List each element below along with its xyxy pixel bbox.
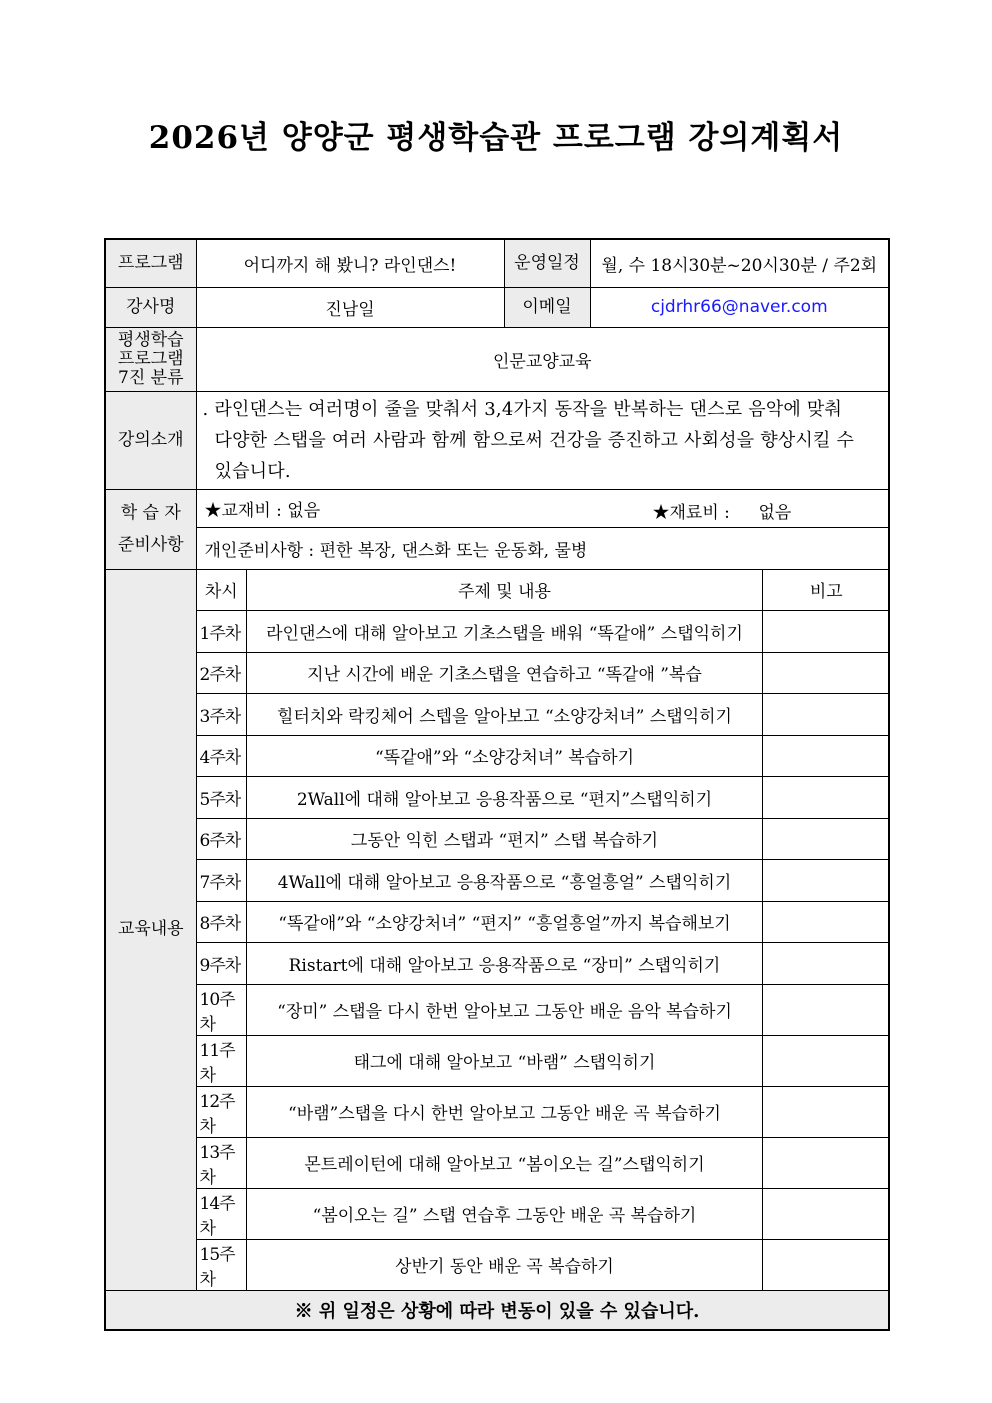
- instructor-label: 강사명: [105, 287, 196, 327]
- email-link[interactable]: cjdrhr66@naver.com: [650, 297, 828, 317]
- table-row: [197, 943, 890, 985]
- table-row: [197, 1137, 890, 1188]
- program-label: 프로그램: [105, 239, 196, 287]
- supply-fee-value: 없음: [758, 502, 792, 523]
- topic-cell: “봄이오는 길” 스탭 연습후 그동안 배운 곡 복습하기: [247, 1188, 763, 1239]
- topic-cell: 4Wall에 대해 알아보고 응용작품으로 “흥얼흥얼” 스탭익히기: [247, 860, 763, 902]
- curriculum-table: [197, 570, 890, 1290]
- email-value[interactable]: [590, 287, 889, 327]
- table-row: [197, 901, 890, 943]
- note-header: 비고: [763, 570, 890, 611]
- note-cell: [763, 1137, 890, 1188]
- week-cell: 13주차: [197, 1137, 247, 1188]
- topic-header: 주제 및 내용: [247, 570, 763, 611]
- table-row: [197, 818, 890, 860]
- instructor-value: 진남일: [196, 287, 504, 327]
- personal-prep: 개인준비사항 : 편한 복장, 댄스화 또는 운동화, 물병: [196, 527, 889, 569]
- table-row: [197, 1086, 890, 1137]
- table-row: [197, 984, 890, 1035]
- week-cell: 10주차: [197, 984, 247, 1035]
- week-cell: 9주차: [197, 943, 247, 985]
- note-cell: [763, 818, 890, 860]
- email-label: 이메일: [504, 287, 590, 327]
- schedule-label: 운영일정: [504, 239, 590, 287]
- table-row: [197, 860, 890, 902]
- note-cell: [763, 984, 890, 1035]
- table-row: [197, 1035, 890, 1086]
- category-label: [105, 327, 196, 391]
- table-row: [197, 735, 890, 777]
- topic-cell: “바램”스탭을 다시 한번 알아보고 그동안 배운 곡 복습하기: [247, 1086, 763, 1137]
- curriculum-cell: [196, 569, 889, 1290]
- schedule-change-notice: ※ 위 일정은 상황에 따라 변동이 있을 수 있습니다.: [105, 1290, 889, 1330]
- note-cell: [763, 694, 890, 736]
- note-cell: [763, 1239, 890, 1290]
- topic-cell: 2Wall에 대해 알아보고 응용작품으로 “편지”스탭익히기: [247, 777, 763, 819]
- note-cell: [763, 735, 890, 777]
- supply-fee-label: ★재료비 :: [652, 502, 730, 523]
- topic-cell: 몬트레이턴에 대해 알아보고 “봄이오는 길”스탭익히기: [247, 1137, 763, 1188]
- week-cell: 2주차: [197, 652, 247, 694]
- week-cell: 1주차: [197, 611, 247, 653]
- table-row: [197, 1188, 890, 1239]
- week-cell: 11주차: [197, 1035, 247, 1086]
- curriculum-label: 교육내용: [105, 569, 196, 1290]
- table-row: [197, 777, 890, 819]
- table-row: [197, 1239, 890, 1290]
- week-cell: 12주차: [197, 1086, 247, 1137]
- week-cell: 3주차: [197, 694, 247, 736]
- note-cell: [763, 1188, 890, 1239]
- topic-cell: 힐터치와 락킹체어 스텝을 알아보고 “소양강처녀” 스탭익히기: [247, 694, 763, 736]
- session-header: 차시: [197, 570, 247, 611]
- intro-line-3: 있습니다.: [214, 460, 291, 482]
- prep-label-line-1: 학 습 자: [120, 503, 181, 523]
- topic-cell: 그동안 익힌 스탭과 “편지” 스탭 복습하기: [247, 818, 763, 860]
- note-cell: [763, 777, 890, 819]
- note-cell: [763, 1035, 890, 1086]
- table-row: [197, 652, 890, 694]
- topic-cell: “똑같애”와 “소양강처녀” “편지” “흥얼흥얼”까지 복습해보기: [247, 901, 763, 943]
- program-value: 어디까지 해 봤니? 라인댄스!: [196, 239, 504, 287]
- intro-label: 강의소개: [105, 391, 196, 489]
- material-fee: ★교재비 : 없음: [204, 500, 321, 521]
- week-cell: 4주차: [197, 735, 247, 777]
- topic-cell: 지난 시간에 배운 기초스탭을 연습하고 “똑같애 ”복습: [247, 652, 763, 694]
- category-value: 인문교양교육: [196, 327, 889, 391]
- topic-cell: 태그에 대해 알아보고 “바램” 스탭익히기: [247, 1035, 763, 1086]
- document-title: 2026년 양양군 평생학습관 프로그램 강의계획서: [148, 120, 844, 156]
- table-row: [197, 694, 890, 736]
- topic-cell: 상반기 동안 배운 곡 복습하기: [247, 1239, 763, 1290]
- week-cell: 8주차: [197, 901, 247, 943]
- lecture-plan-table: [104, 238, 890, 1331]
- table-row: [197, 611, 890, 653]
- week-cell: 7주차: [197, 860, 247, 902]
- category-label-line-1: 평생학습: [117, 329, 184, 350]
- week-cell: 15주차: [197, 1239, 247, 1290]
- note-cell: [763, 860, 890, 902]
- topic-cell: “장미” 스탭을 다시 한번 알아보고 그동안 배운 음악 복습하기: [247, 984, 763, 1035]
- note-cell: [763, 943, 890, 985]
- topic-cell: “똑같애”와 “소양강처녀” 복습하기: [247, 735, 763, 777]
- topic-cell: 라인댄스에 대해 알아보고 기초스탭을 배워 “똑같애” 스탭익히기: [247, 611, 763, 653]
- note-cell: [763, 1086, 890, 1137]
- topic-cell: Ristart에 대해 알아보고 응용작품으로 “장미” 스탭익히기: [247, 943, 763, 985]
- intro-text: [196, 391, 889, 489]
- week-cell: 14주차: [197, 1188, 247, 1239]
- intro-line-1: . 라인댄스는 여러명이 줄을 맞춰서 3,4가지 동작을 반복하는 댄스로 음악에 맞춰: [202, 398, 843, 420]
- prep-label: [105, 489, 196, 569]
- week-cell: 5주차: [197, 777, 247, 819]
- note-cell: [763, 611, 890, 653]
- prep-label-line-2: 준비사항: [117, 535, 184, 555]
- fees-row: [196, 489, 889, 527]
- note-cell: [763, 901, 890, 943]
- category-label-line-2: 프로그램: [117, 348, 184, 369]
- category-label-line-3: 7진 분류: [118, 367, 184, 388]
- schedule-value: 월, 수 18시30분~20시30분 / 주2회: [590, 239, 889, 287]
- intro-line-2: 다양한 스탭을 여러 사람과 함께 함으로써 건강을 증진하고 사회성을 향상시킬 수: [214, 429, 855, 451]
- week-cell: 6주차: [197, 818, 247, 860]
- note-cell: [763, 652, 890, 694]
